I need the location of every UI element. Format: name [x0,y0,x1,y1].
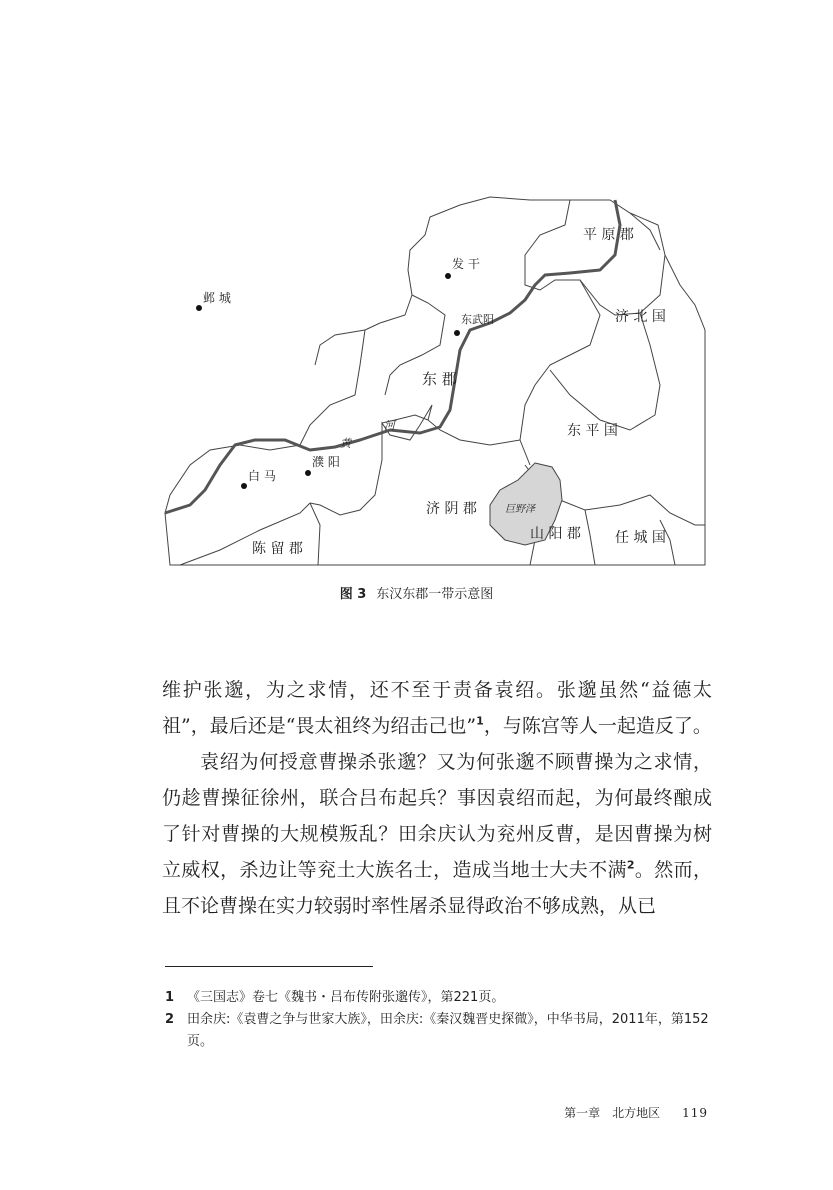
puyang-dot [305,470,311,476]
chapter-title: 第一章 北方地区 [564,1106,661,1120]
page-number: 119 [682,1106,708,1120]
footnote-divider [165,966,373,967]
label-shanyang: 山 阳 郡 [530,526,581,542]
footnote-2-text: 田余庆:《袁曹之争与世家大族》，田余庆:《秦汉魏晋史探微》，中华书局，2011年，第152页。 [187,1012,709,1049]
chenliu-east [310,503,320,565]
label-yecheng: 邺 城 [203,291,231,305]
paragraph-1-text: 维护张邈，为之求情，还不至于责备袁绍。张邈虽然“益德太祖”，最后还是“畏太祖终为绍击己也” [162,679,712,737]
label-jibei: 济 北 国 [615,309,666,325]
footnote-ref-2: 2 [626,858,635,872]
pingyuan-east [630,213,660,250]
body-text [162,672,712,924]
label-rencheng: 任 城 国 [615,530,666,546]
paragraph-1-end: ，与陈宫等人一起造反了。 [483,715,712,737]
paragraph-2-text: 袁绍为何授意曹操杀张邈？又为何张邈不顾曹操为之求情，仍趁曹操征徐州，联合吕布起兵？事因袁绍而起，为何最终酿成了针对曹操的大规模叛乱？田余庆认为兖州反曹，是因曹操为树立威权，杀边让等兖土大族名士，造成当地士大夫不满 [162,751,712,881]
label-pingyuan: 平 原 郡 [583,227,634,243]
fagan-dot [445,273,451,279]
footnote-1 [165,987,713,1009]
label-he: 河 [384,419,395,432]
footnote-ref-1: 1 [476,714,484,728]
paragraph-2-end: 。然而，且不论曹操在实力较弱时率性屠杀显得政治不够成熟，从已 [162,859,712,917]
paragraph-2 [162,744,712,924]
paragraph-1 [162,672,712,744]
label-dongjun: 东 郡 [422,370,457,388]
label-huang: 黄 [340,437,351,450]
footnote-1-number: 1 [165,990,175,1005]
jibei-south [550,313,660,430]
west-inner [315,330,365,365]
label-jiyin: 济 阴 郡 [426,501,477,517]
label-juyeze: 巨野泽 [505,504,535,515]
label-fagan: 发 干 [452,257,480,271]
label-dongwuyang: 东武阳 [461,313,494,326]
running-footer [564,1104,708,1121]
baima-dot [241,483,247,489]
label-puyang: 濮 阳 [312,455,340,469]
figure-caption-text: 东汉东郡一带示意图 [376,587,494,602]
yecheng-dot [196,305,202,311]
footnote-2-number: 2 [165,1012,175,1027]
footnote-1-text: 《三国志》卷七《魏书・吕布传附张邈传》，第221页。 [187,990,505,1005]
yellow-river [165,200,620,513]
figure-number: 图 3 [339,587,367,602]
label-chenliu: 陈 留 郡 [252,541,303,557]
shanyang-east [585,510,595,565]
footnote-2 [165,1009,713,1053]
map-figure [160,195,710,570]
label-dongping: 东 平 国 [567,423,618,439]
pingyuan-boundary [525,200,665,315]
dongwuyang-dot [454,330,460,336]
label-baima: 白 马 [248,469,276,483]
footnotes [165,987,713,1053]
figure-caption [0,583,833,602]
